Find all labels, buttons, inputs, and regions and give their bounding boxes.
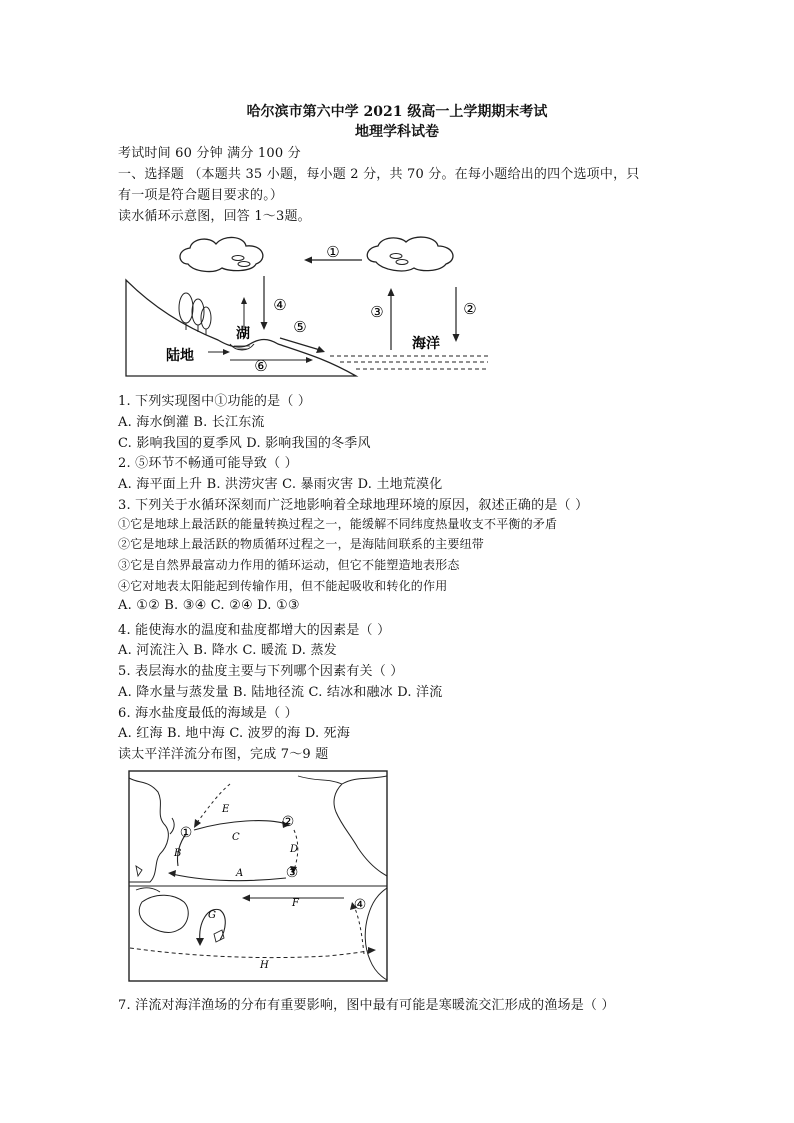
- question-line: ③它是自然界最富动力作用的循环运动，但它不能塑造地表形态: [118, 558, 460, 572]
- question-line: 3. 下列关于水循环深刻而广泛地影响着全球地理环境的原因，叙述正确的是（ ）: [118, 498, 589, 513]
- exam-subtitle: 地理学科试卷: [355, 124, 439, 140]
- lake-label: 湖: [236, 326, 250, 342]
- question-line: A. 红海 B. 地中海 C. 波罗的海 D. 死海: [118, 726, 351, 741]
- figure2-instruction: 读太平洋洋流分布图，完成 7～9 题: [118, 747, 329, 762]
- question-line: ②它是地球上最活跃的物质循环过程之一，是海陆间联系的主要纽带: [118, 537, 485, 551]
- exam-title: 哈尔滨市第六中学 2021 级高一上学期期末考试: [246, 104, 548, 120]
- label-4: ④: [273, 296, 287, 314]
- ocean-label: 海洋: [412, 336, 440, 352]
- question-line: C. 影响我国的夏季风 D. 影响我国的冬季风: [118, 436, 371, 451]
- map-label-d: D: [290, 844, 299, 855]
- land-label: 陆地: [166, 348, 194, 364]
- map-label-2: ②: [281, 814, 295, 830]
- figure1-instruction: 读水循环示意图，回答 1～3题。: [118, 209, 311, 224]
- water-cycle-diagram: [118, 232, 498, 380]
- pacific-currents-map: [128, 770, 388, 982]
- question-line: A. 河流注入 B. 降水 C. 暖流 D. 蒸发: [118, 643, 337, 658]
- question-line: A. 降水量与蒸发量 B. 陆地径流 C. 结冰和融冰 D. 洋流: [118, 685, 443, 700]
- map-label-c: C: [232, 832, 240, 843]
- map-label-a: A: [236, 868, 244, 879]
- label-6: ⑥: [254, 357, 268, 375]
- map-label-3: ③: [285, 865, 299, 881]
- question-line: 6. 海水盐度最低的海域是（ ）: [118, 706, 298, 721]
- section-heading-line1: 一、选择题 （本题共 35 小题，每小题 2 分，共 70 分。在每小题给出的四个选项中，只: [118, 167, 640, 182]
- question-line: 5. 表层海水的盐度主要与下列哪个因素有关（ ）: [118, 664, 404, 679]
- map-label-h: H: [260, 960, 269, 971]
- question-line: A. 海平面上升 B. 洪涝灾害 C. 暴雨灾害 D. 土地荒漠化: [118, 477, 443, 492]
- question-7: 7. 洋流对海洋渔场的分布有重要影响，图中最有可能是寒暖流交汇形成的渔场是（ ）: [118, 998, 615, 1013]
- ocean-cloud: [367, 237, 453, 271]
- map-label-1: ①: [179, 825, 193, 841]
- section-heading-line2: 有一项是符合题目要求的。）: [118, 188, 284, 203]
- label-5: ⑤: [293, 318, 307, 336]
- question-line: 1. 下列实现图中①功能的是（ ）: [118, 394, 312, 409]
- question-line: ④它对地表太阳能起到传输作用，但不能起吸收和转化的作用: [118, 579, 448, 593]
- question-line: A. 海水倒灌 B. 长江东流: [118, 415, 265, 430]
- exam-info: 考试时间 60 分钟 满分 100 分: [118, 146, 301, 161]
- map-label-e: E: [222, 804, 230, 815]
- map-label-b: B: [174, 848, 182, 859]
- map-label-f: F: [292, 898, 299, 909]
- map-label-4: ④: [353, 897, 367, 913]
- question-line: 2. ⑤环节不畅通可能导致（ ）: [118, 456, 298, 471]
- question-line: ①它是地球上最活跃的能量转换过程之一，能缓解不同纬度热量收支不平衡的矛盾: [118, 517, 558, 531]
- label-1: ①: [326, 243, 340, 261]
- tree-icons: [179, 293, 211, 335]
- map-label-g: G: [208, 910, 216, 921]
- label-3: ③: [370, 303, 384, 321]
- question-line: A. ①② B. ③④ C. ②④ D. ①③: [118, 598, 300, 613]
- question-line: 4. 能使海水的温度和盐度都增大的因素是（ ）: [118, 623, 391, 638]
- land-cloud: [180, 237, 263, 271]
- label-2: ②: [463, 300, 477, 318]
